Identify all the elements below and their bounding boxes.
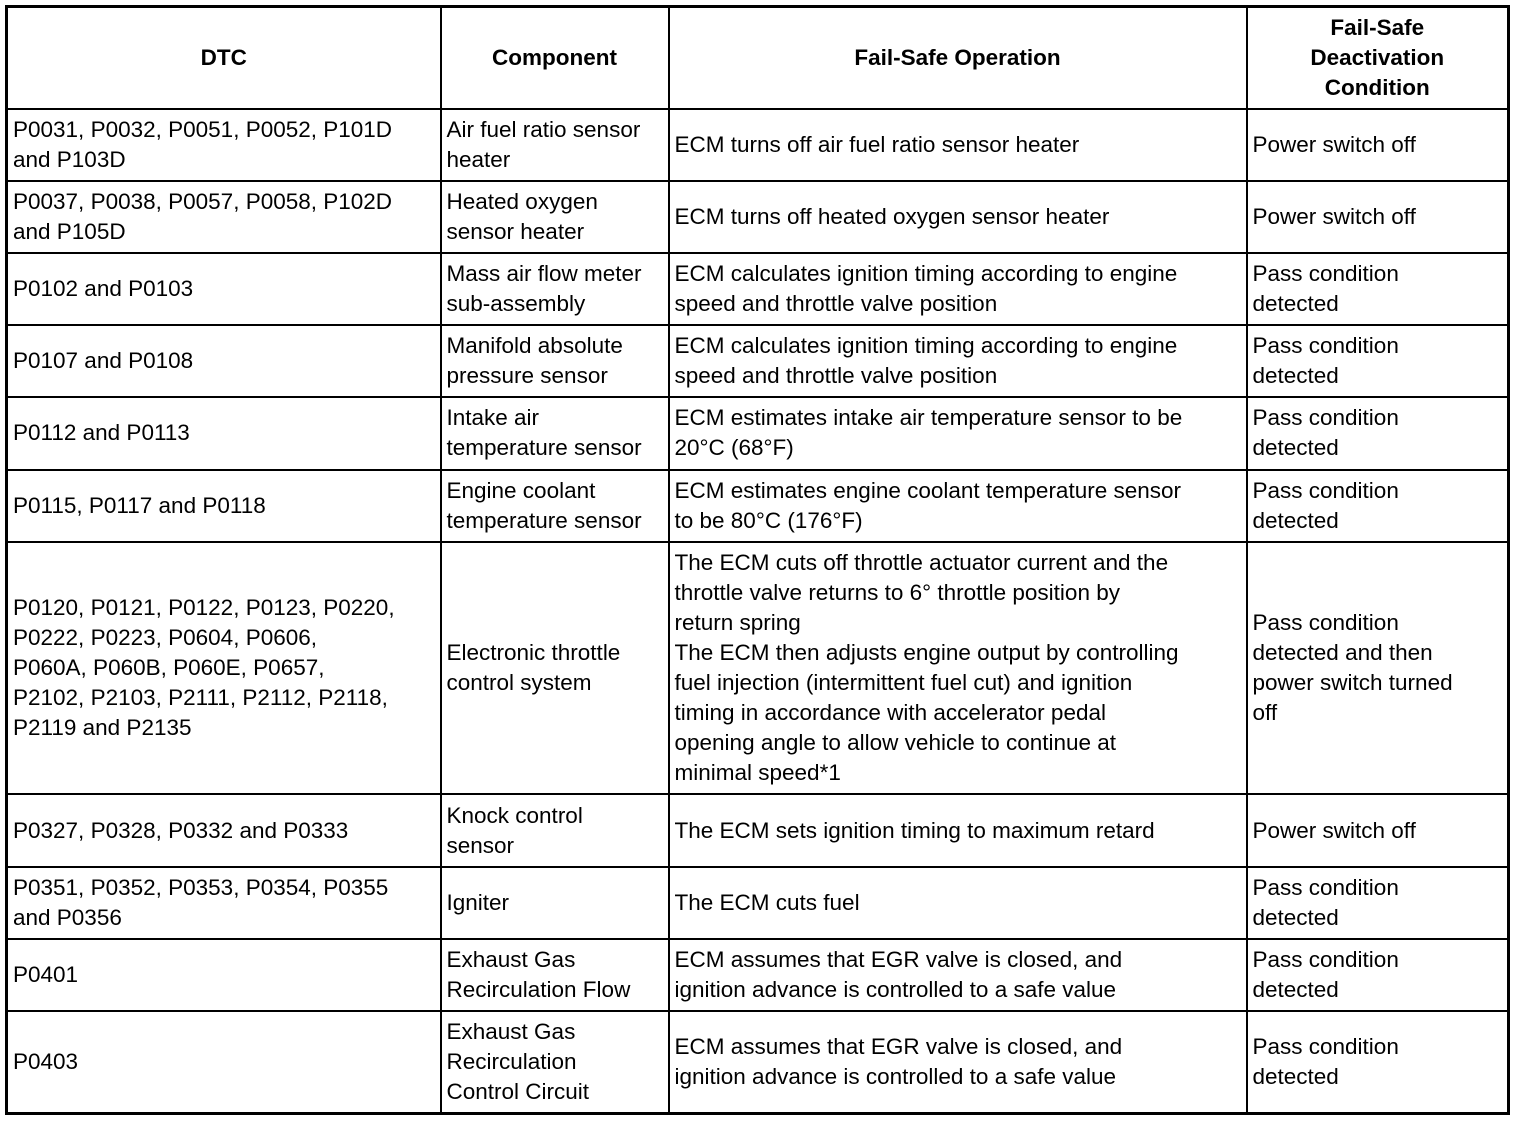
table-row — [7, 470, 1509, 542]
table-row — [7, 867, 1509, 939]
cell-operation: ECM assumes that EGR valve is closed, and ignition advance is controlled to a safe value — [669, 939, 1247, 1011]
cell-deactivation: Pass condition detected — [1247, 1011, 1509, 1113]
cell-deactivation: Pass condition detected — [1247, 470, 1509, 542]
cell-deactivation: Pass condition detected and then power switch turned off — [1247, 542, 1509, 795]
cell-component: Air fuel ratio sensor heater — [441, 109, 669, 181]
cell-dtc: P0401 — [7, 939, 441, 1011]
table-row — [7, 794, 1509, 866]
cell-operation: ECM assumes that EGR valve is closed, and ignition advance is controlled to a safe value — [669, 1011, 1247, 1113]
cell-component: Engine coolant temperature sensor — [441, 470, 669, 542]
header-row — [7, 7, 1509, 109]
cell-deactivation: Power switch off — [1247, 109, 1509, 181]
cell-deactivation: Pass condition detected — [1247, 325, 1509, 397]
cell-dtc: P0102 and P0103 — [7, 253, 441, 325]
cell-dtc: P0403 — [7, 1011, 441, 1113]
cell-dtc: P0351, P0352, P0353, P0354, P0355 and P0356 — [7, 867, 441, 939]
cell-deactivation: Pass condition detected — [1247, 939, 1509, 1011]
cell-dtc: P0112 and P0113 — [7, 397, 441, 469]
cell-component: Igniter — [441, 867, 669, 939]
cell-operation: ECM estimates intake air temperature sensor to be 20°C (68°F) — [669, 397, 1247, 469]
cell-component: Knock control sensor — [441, 794, 669, 866]
cell-deactivation: Pass condition detected — [1247, 867, 1509, 939]
header-component: Component — [441, 7, 669, 109]
cell-component: Intake air temperature sensor — [441, 397, 669, 469]
cell-operation: ECM turns off heated oxygen sensor heater — [669, 181, 1247, 253]
table-row — [7, 397, 1509, 469]
cell-operation: The ECM sets ignition timing to maximum retard — [669, 794, 1247, 866]
cell-operation: The ECM cuts fuel — [669, 867, 1247, 939]
header-operation: Fail-Safe Operation — [669, 7, 1247, 109]
cell-dtc: P0031, P0032, P0051, P0052, P101D and P103D — [7, 109, 441, 181]
cell-operation: ECM turns off air fuel ratio sensor heater — [669, 109, 1247, 181]
table-row — [7, 109, 1509, 181]
cell-dtc: P0327, P0328, P0332 and P0333 — [7, 794, 441, 866]
header-deactivation: Fail-Safe Deactivation Condition — [1247, 7, 1509, 109]
table-row — [7, 181, 1509, 253]
cell-component: Manifold absolute pressure sensor — [441, 325, 669, 397]
table-row — [7, 1011, 1509, 1113]
table-row — [7, 253, 1509, 325]
cell-dtc: P0115, P0117 and P0118 — [7, 470, 441, 542]
cell-operation: ECM calculates ignition timing according to engine speed and throttle valve position — [669, 325, 1247, 397]
header-dtc: DTC — [7, 7, 441, 109]
cell-deactivation: Pass condition detected — [1247, 397, 1509, 469]
cell-deactivation: Power switch off — [1247, 794, 1509, 866]
table-body — [7, 109, 1509, 1114]
cell-component: Exhaust Gas Recirculation Flow — [441, 939, 669, 1011]
cell-component: Electronic throttle control system — [441, 542, 669, 795]
table-row — [7, 325, 1509, 397]
fail-safe-table — [5, 5, 1510, 1115]
cell-deactivation: Power switch off — [1247, 181, 1509, 253]
cell-operation: ECM calculates ignition timing according to engine speed and throttle valve position — [669, 253, 1247, 325]
cell-dtc: P0120, P0121, P0122, P0123, P0220, P0222, P0223, P0604, P0606, P060A, P060B, P060E, P0657, P2102, P2103, P2111, P2112, P2118, P2119 and P2135 — [7, 542, 441, 795]
cell-dtc: P0107 and P0108 — [7, 325, 441, 397]
table-row — [7, 939, 1509, 1011]
cell-operation: ECM estimates engine coolant temperature sensor to be 80°C (176°F) — [669, 470, 1247, 542]
cell-deactivation: Pass condition detected — [1247, 253, 1509, 325]
cell-operation: The ECM cuts off throttle actuator current and the throttle valve returns to 6° throttle position by return spring The ECM then adjusts engine output by controlling fuel injection (intermittent fuel cut) and ignition timing in accordance with accelerator pedal opening angle to allow vehicle to continue at minimal speed*1 — [669, 542, 1247, 795]
cell-component: Mass air flow meter sub-assembly — [441, 253, 669, 325]
cell-dtc: P0037, P0038, P0057, P0058, P102D and P105D — [7, 181, 441, 253]
table-row — [7, 542, 1509, 795]
table-header — [7, 7, 1509, 109]
cell-component: Heated oxygen sensor heater — [441, 181, 669, 253]
cell-component: Exhaust Gas Recirculation Control Circuit — [441, 1011, 669, 1113]
